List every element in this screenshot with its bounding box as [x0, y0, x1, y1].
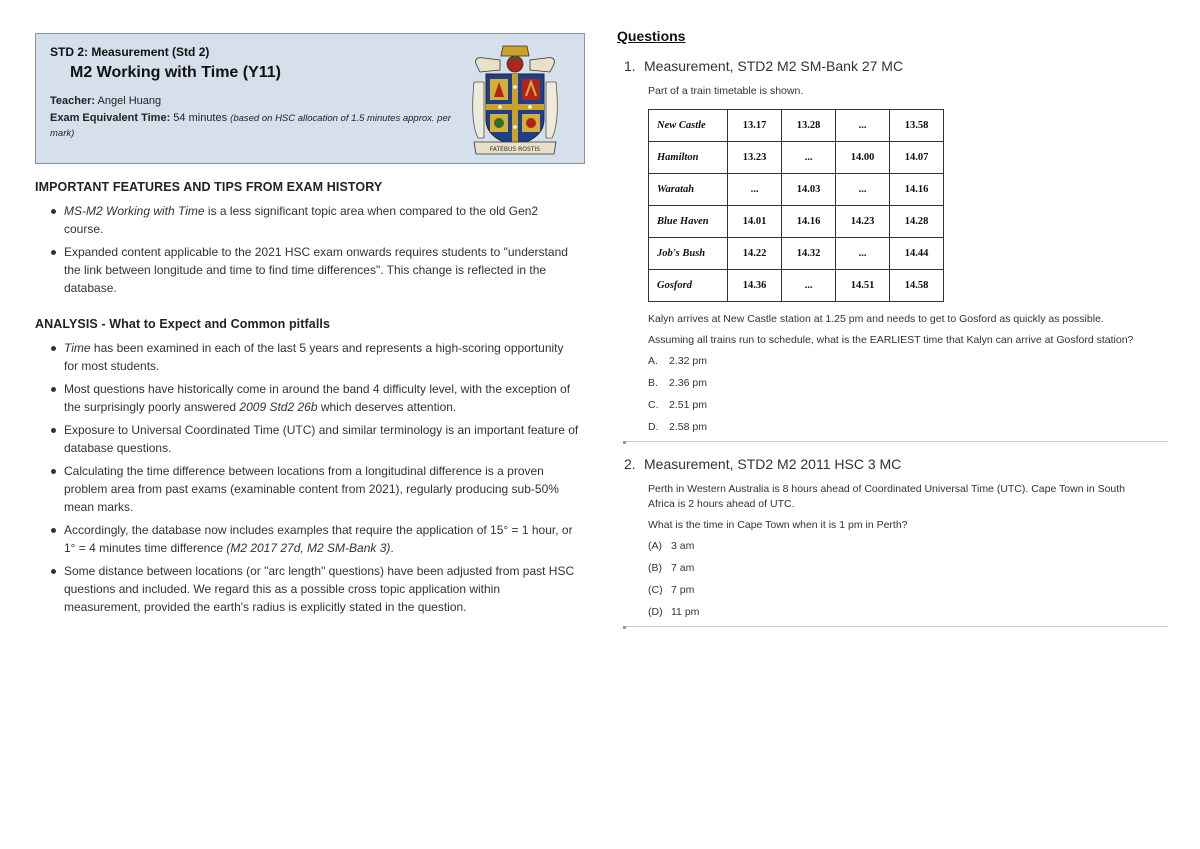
- features-section-title: IMPORTANT FEATURES AND TIPS FROM EXAM HISTORY: [35, 180, 383, 194]
- departure-time-cell: ...: [836, 174, 890, 206]
- exam-time-note: (based on HSC allocation of 1.5 minutes approx. per mark): [50, 113, 451, 139]
- question-number: 1.: [624, 58, 636, 74]
- question-text: Kalyn arrives at New Castle station at 1.25 pm and needs to get to Gosford as quickly as possible.: [648, 313, 1104, 325]
- question-1-title: 1. Measurement, STD2 M2 SM-Bank 27 MC: [624, 58, 904, 74]
- departure-time-cell: 14.16: [890, 174, 944, 206]
- questions-heading: Questions: [617, 28, 686, 44]
- question-prompt: Assuming all trains run to schedule, what is the EARLIEST time that Kalyn can arrive at Gosford station?: [648, 334, 1134, 346]
- answer-option[interactable]: (D) 11 pm: [648, 606, 700, 618]
- answer-option[interactable]: B. 2.36 pm: [648, 377, 707, 389]
- question-divider: [623, 626, 1168, 627]
- exam-time-label: Exam Equivalent Time:: [50, 112, 171, 124]
- question-prompt: What is the time in Cape Town when it is 1 pm in Perth?: [648, 519, 908, 531]
- answer-option[interactable]: (B) 7 am: [648, 562, 695, 574]
- table-row: [649, 174, 944, 206]
- crest-motto: FATEBUS ROSTIS: [489, 146, 541, 153]
- topic-name-emphasis: MS-M2 Working with Time: [64, 204, 205, 218]
- right-column: [617, 28, 1167, 627]
- station-name-cell: Waratah: [649, 174, 728, 206]
- departure-time-cell: 14.01: [728, 206, 782, 238]
- table-row: [649, 206, 944, 238]
- question-intro: Part of a train timetable is shown.: [648, 85, 804, 97]
- table-row: [649, 110, 944, 142]
- train-timetable: [648, 109, 944, 302]
- answer-option[interactable]: (C) 7 pm: [648, 584, 695, 596]
- answer-option[interactable]: (A) 3 am: [648, 540, 695, 552]
- departure-time-cell: 13.28: [782, 110, 836, 142]
- station-name-cell: Hamilton: [649, 142, 728, 174]
- list-item: MS-M2 Working with Time is a less significant topic area when compared to the old Gen2 course.: [35, 202, 580, 238]
- topic-header-box: [35, 33, 585, 164]
- departure-time-cell: ...: [782, 142, 836, 174]
- table-row: [649, 270, 944, 302]
- analysis-section-title: ANALYSIS - What to Expect and Common pitfalls: [35, 317, 331, 331]
- station-name-cell: Job's Bush: [649, 238, 728, 270]
- table-row: [649, 142, 944, 174]
- departure-time-cell: ...: [836, 110, 890, 142]
- departure-time-cell: ...: [728, 174, 782, 206]
- answer-option[interactable]: D. 2.58 pm: [648, 421, 707, 433]
- list-item: Exposure to Universal Coordinated Time (UTC) and similar terminology is an important feature of database questions.: [35, 421, 580, 457]
- departure-time-cell: 14.44: [890, 238, 944, 270]
- teacher-name: Angel Huang: [97, 95, 162, 107]
- left-column: [35, 33, 585, 621]
- departure-time-cell: ...: [836, 238, 890, 270]
- departure-time-cell: 13.58: [890, 110, 944, 142]
- list-item: Calculating the time difference between locations from a longitudinal difference is a proven problem area from past exams (examinable content from 2021), regularly producing sub-50% mean marks.: [35, 462, 580, 516]
- departure-time-cell: 14.32: [782, 238, 836, 270]
- answer-options: [648, 539, 1167, 620]
- station-name-cell: Blue Haven: [649, 206, 728, 238]
- answer-options: [648, 354, 1167, 435]
- page-title: M2 Working with Time (Y11): [70, 64, 281, 81]
- course-name: STD 2: Measurement (Std 2): [50, 45, 210, 59]
- departure-time-cell: 14.07: [890, 142, 944, 174]
- list-item: Expanded content applicable to the 2021 HSC exam onwards requires students to "understand the link between longitude and time to find time differences". This change is reflected in the database.: [35, 243, 580, 297]
- departure-time-cell: 14.51: [836, 270, 890, 302]
- list-item: Some distance between locations (or "arc length" questions) have been adjusted from past HSC questions and included. We regard this as a possible cross topic application within measurement, provided the earth's radius is explicitly stated in the question.: [35, 562, 580, 616]
- list-item: Time has been examined in each of the last 5 years and represents a high-scoring opportunity for most students.: [35, 339, 580, 375]
- question-2-title: 2. Measurement, STD2 M2 2011 HSC 3 MC: [624, 456, 902, 472]
- departure-time-cell: 14.23: [836, 206, 890, 238]
- list-item: Accordingly, the database now includes examples that require the application of 15° = 1 hour, or 1° = 4 minutes time difference (M2 2017 27d, M2 SM-Bank 3).: [35, 521, 580, 557]
- departure-time-cell: 14.22: [728, 238, 782, 270]
- station-name-cell: New Castle: [649, 110, 728, 142]
- table-row: [649, 238, 944, 270]
- features-list: [35, 202, 585, 297]
- list-item: Most questions have historically come in around the band 4 difficulty level, with the exception of the surprisingly poorly answered 2009 Std2 26b which deserves attention.: [35, 380, 580, 416]
- departure-time-cell: 14.03: [782, 174, 836, 206]
- departure-time-cell: ...: [782, 270, 836, 302]
- departure-time-cell: 14.00: [836, 142, 890, 174]
- exam-time-line: [50, 111, 470, 141]
- school-crest-logo: [470, 42, 560, 156]
- station-name-cell: Gosford: [649, 270, 728, 302]
- answer-option[interactable]: A. 2.32 pm: [648, 355, 707, 367]
- departure-time-cell: 13.17: [728, 110, 782, 142]
- question-2-body: [648, 482, 1167, 620]
- departure-time-cell: 14.16: [782, 206, 836, 238]
- question-divider: [623, 441, 1168, 442]
- analysis-list: [35, 339, 585, 616]
- question-1-body: [648, 84, 1167, 435]
- departure-time-cell: 14.28: [890, 206, 944, 238]
- answer-option[interactable]: C. 2.51 pm: [648, 399, 707, 411]
- question-number: 2.: [624, 456, 636, 472]
- teacher-label: Teacher:: [50, 95, 96, 107]
- departure-time-cell: 14.36: [728, 270, 782, 302]
- departure-time-cell: 13.23: [728, 142, 782, 174]
- exam-time-value: 54 minutes: [173, 112, 228, 124]
- departure-time-cell: 14.58: [890, 270, 944, 302]
- question-text: Perth in Western Australia is 8 hours ahead of Coordinated Universal Time (UTC). Cape Town in South Africa is 2 hours ahead of UTC.: [648, 483, 1126, 510]
